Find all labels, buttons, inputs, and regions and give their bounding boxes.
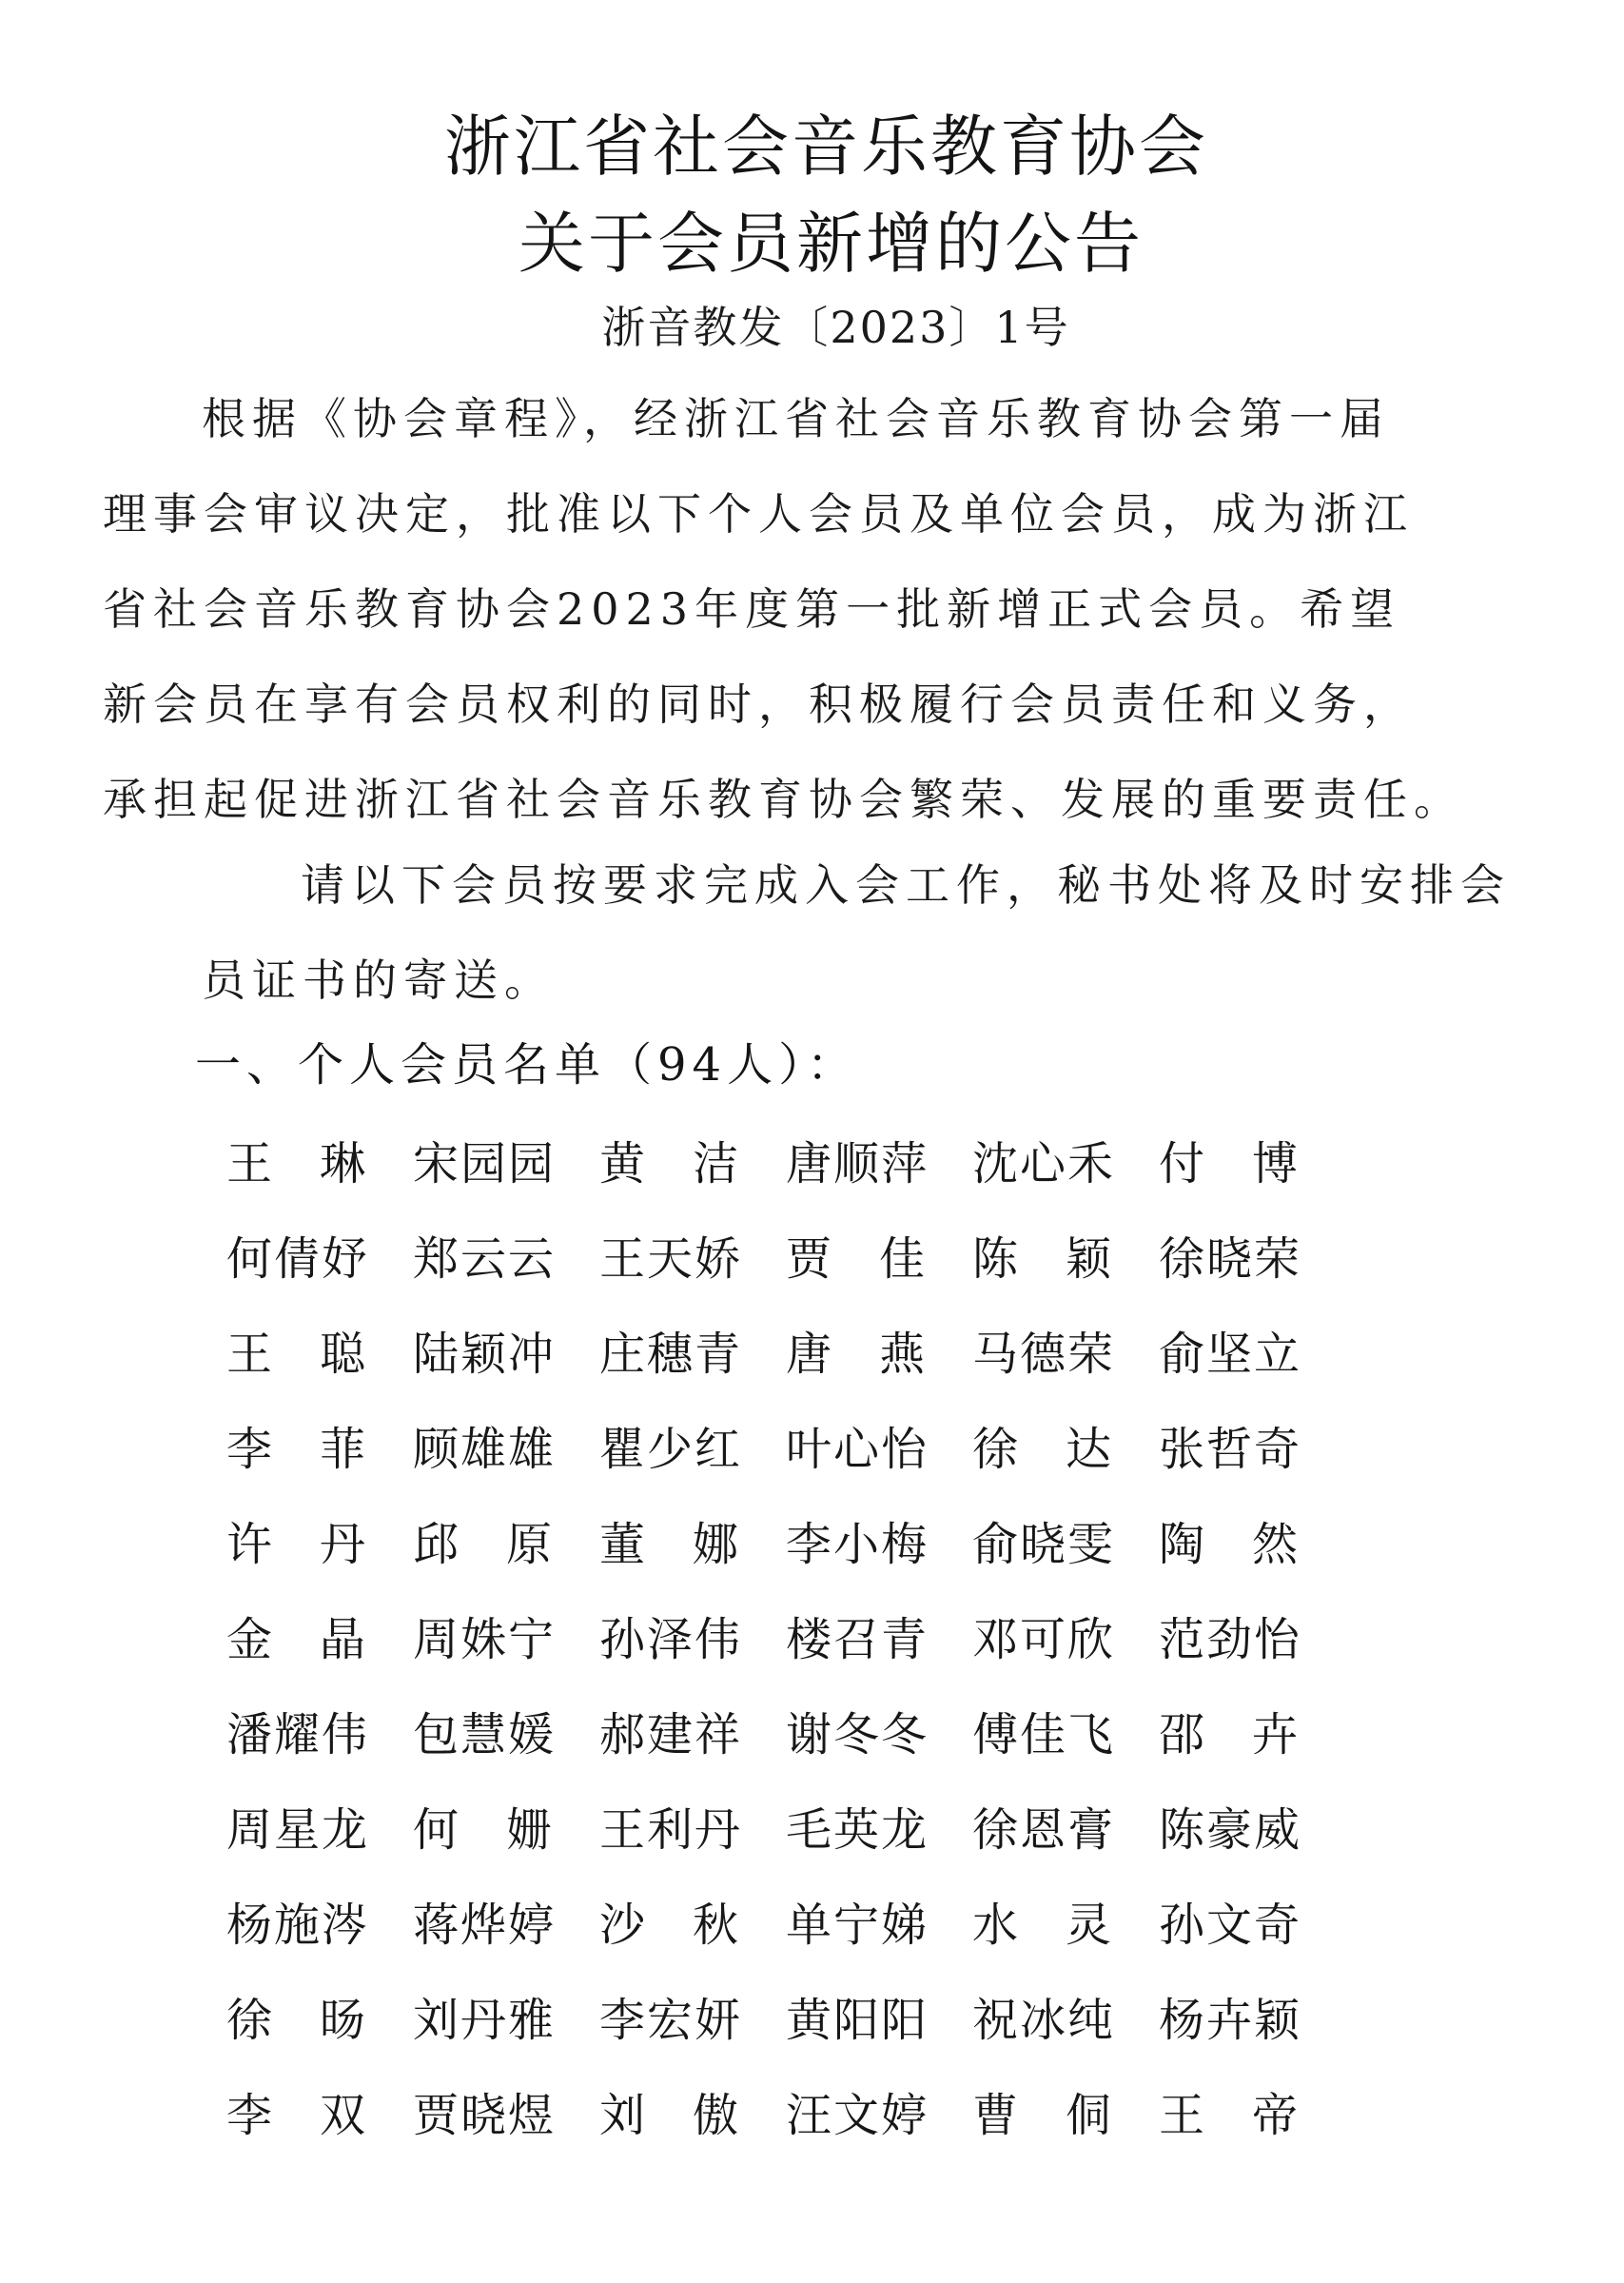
paragraph-2-line: 员证书的寄送。 [202,955,555,1006]
member-row [226,1968,1349,2063]
member-name: 徐旸 [226,1993,414,2047]
member-row [226,1207,1349,1302]
member-name: 周姝宁 [413,1612,557,1666]
member-name: 王利丹 [599,1802,743,1857]
member-row [226,1683,1349,1778]
member-name: 唐燕 [786,1327,973,1381]
member-name: 郑云云 [413,1231,557,1286]
member-name: 王聪 [226,1327,414,1381]
member-row [226,1587,1349,1683]
member-name: 杨施涔 [226,1898,370,1952]
title-line-1: 浙江省社会音乐教育协会 [444,108,1208,186]
member-row [226,1873,1349,1968]
member-name: 瞿少红 [599,1422,743,1476]
member-name: 邵卉 [1159,1707,1346,1761]
member-name: 潘耀伟 [226,1707,370,1761]
member-name: 何姗 [413,1802,600,1857]
member-name: 何倩妤 [226,1231,370,1286]
member-name: 沙秋 [599,1898,787,1952]
member-name: 李双 [226,2088,414,2142]
paragraph-1-line: 新会员在享有会员权利的同时，积极履行会员责任和义务， [103,679,1414,730]
member-name: 王帝 [1159,2088,1346,2142]
member-name: 祝冰纯 [972,1993,1116,2047]
member-name: 李宏妍 [599,1993,743,2047]
member-name: 包慧媛 [413,1707,557,1761]
member-name: 郝建祥 [599,1707,743,1761]
member-name: 金晶 [226,1612,414,1666]
member-name: 刘丹雅 [413,1993,557,2047]
member-name: 贾佳 [786,1231,973,1286]
member-name: 庄穗青 [599,1327,743,1381]
member-name: 付博 [1159,1136,1346,1191]
member-name: 曹侗 [972,2088,1160,2142]
member-name: 邱原 [413,1517,600,1571]
member-name: 宋园园 [413,1136,557,1191]
member-row [226,1302,1349,1397]
member-name: 谢冬冬 [786,1707,929,1761]
member-name: 刘傲 [599,2088,787,2142]
member-name: 孙泽伟 [599,1612,743,1666]
member-name: 许丹 [226,1517,414,1571]
member-name: 陈颖 [972,1231,1160,1286]
member-name: 黄阳阳 [786,1993,929,2047]
paragraph-2 [202,837,1511,1028]
member-name: 毛英龙 [786,1802,929,1857]
paragraph-1-line: 理事会审议决定，批准以下个人会员及单位会员，成为浙江 [103,488,1414,540]
member-name: 单宁娣 [786,1898,929,1952]
member-name-grid [226,1112,1349,2158]
paragraph-1-line: 省社会音乐教育协会2023年度第一批新增正式会员。希望 [103,583,1401,635]
member-name: 孙文奇 [1159,1898,1302,1952]
member-name: 周星龙 [226,1802,370,1857]
paragraph-1 [103,371,1464,847]
member-name: 张哲奇 [1159,1422,1302,1476]
member-name: 马德荣 [972,1327,1116,1381]
paragraph-1-line: 根据《协会章程》，经浙江省社会音乐教育协会第一届 [202,393,1390,444]
member-name: 水灵 [972,1898,1160,1952]
member-name: 王琳 [226,1136,414,1191]
document-number: 浙音教发〔2023〕1号 [601,302,1070,353]
member-row [226,1112,1349,1207]
member-name: 唐顺萍 [786,1136,929,1191]
member-name: 陈豪威 [1159,1802,1302,1857]
member-name: 王天娇 [599,1231,743,1286]
member-name: 李小梅 [786,1517,929,1571]
member-name: 顾雄雄 [413,1422,557,1476]
member-name: 俞坚立 [1159,1327,1302,1381]
paragraph-1-line: 承担起促进浙江省社会音乐教育协会繁荣、发展的重要责任。 [103,774,1464,825]
member-name: 贾晓煜 [413,2088,557,2142]
member-name: 徐晓荣 [1159,1231,1302,1286]
member-name: 傅佳飞 [972,1707,1116,1761]
member-row [226,1778,1349,1873]
member-name: 汪文婷 [786,2088,929,2142]
member-name: 蒋烨婷 [413,1898,557,1952]
member-name: 杨卉颖 [1159,1993,1302,2047]
member-name: 黄洁 [599,1136,787,1191]
member-name: 范劲怡 [1159,1612,1302,1666]
member-name: 俞晓雯 [972,1517,1116,1571]
member-name: 叶心怡 [786,1422,929,1476]
member-name: 邓可欣 [972,1612,1116,1666]
member-name: 楼召青 [786,1612,929,1666]
member-row [226,1492,1349,1587]
member-name: 徐达 [972,1422,1160,1476]
section-heading-individual-members: 一、个人会员名单（94人）： [195,1038,859,1092]
member-row [226,2063,1349,2158]
member-name: 陶然 [1159,1517,1346,1571]
paragraph-2-line: 请以下会员按要求完成入会工作，秘书处将及时安排会 [301,859,1511,911]
member-row [226,1397,1349,1492]
title-line-2: 关于会员新增的公告 [519,205,1144,283]
member-name: 陆颖冲 [413,1327,557,1381]
member-name: 沈心禾 [972,1136,1116,1191]
member-name: 李菲 [226,1422,414,1476]
member-name: 董娜 [599,1517,787,1571]
member-name: 徐恩膏 [972,1802,1116,1857]
